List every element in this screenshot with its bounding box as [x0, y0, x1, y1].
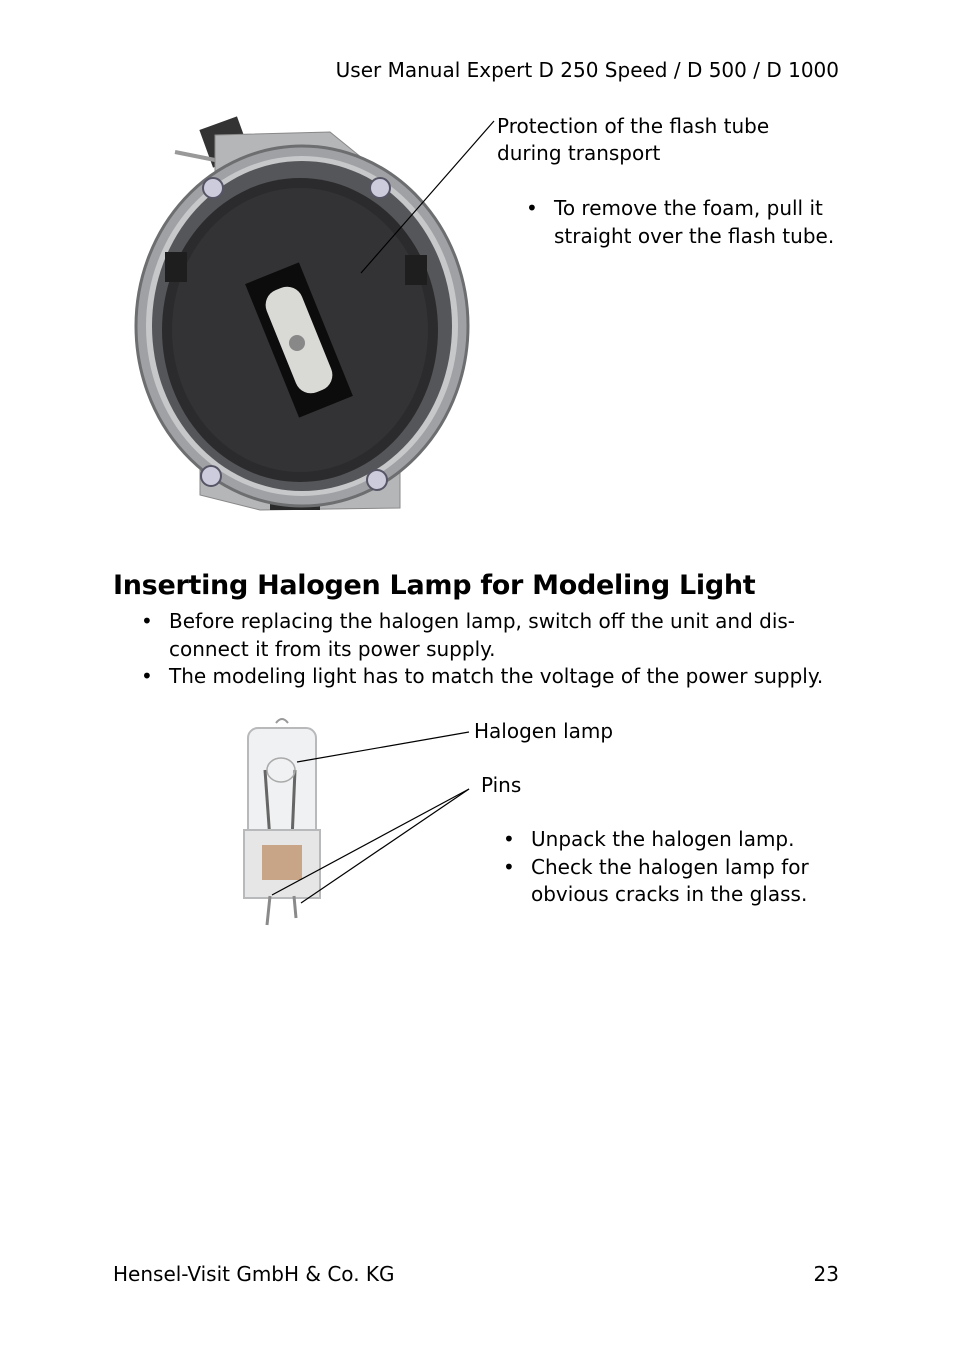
list-item: • Check the halogen lamp for obvious cracks in the glass. [503, 854, 823, 909]
pins-label: Pins [481, 773, 522, 797]
section-bullets [141, 608, 831, 691]
list-item: • The modeling light has to match the voltage of the power supply. [141, 663, 831, 691]
lamp-bullets [503, 826, 823, 909]
pins-leader-line-2 [301, 789, 469, 903]
running-header: User Manual Expert D 250 Speed / D 500 / D 1000 [335, 58, 839, 82]
flash-head-photo [136, 116, 468, 510]
section-heading: Inserting Halogen Lamp for Modeling Light [113, 570, 756, 601]
list-item: • To remove the foam, pull it straight over the flash tube. [526, 195, 846, 250]
foam-callout-label: Protection of the flash tube during transport [497, 114, 770, 165]
foam-bullets [526, 195, 846, 250]
page-number: 23 [813, 1262, 839, 1286]
list-item: • Before replacing the halogen lamp, switch off the unit and dis-connect it from its power supply. [141, 608, 831, 663]
halogen-lamp-photo [244, 719, 320, 925]
lamp-leader-line [297, 732, 469, 762]
list-item: • Unpack the halogen lamp. [503, 826, 823, 854]
halogen-lamp-label: Halogen lamp [474, 719, 614, 743]
footer-company: Hensel-Visit GmbH & Co. KG [113, 1262, 395, 1286]
